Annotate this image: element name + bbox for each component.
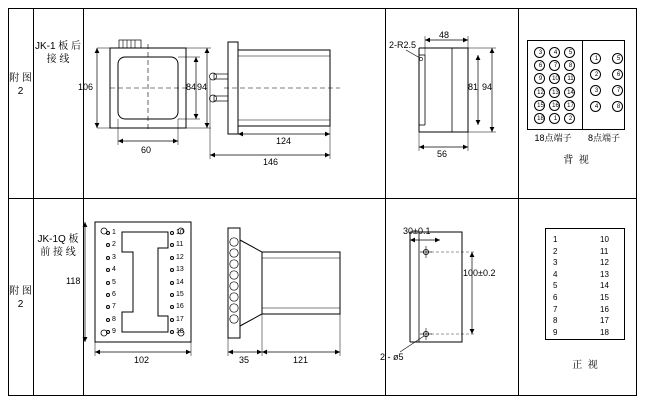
terminal-number: 5 [616,56,621,62]
row1-dim-94: 94 [197,82,208,92]
panel-terminal-number: 17 [600,316,609,326]
row1-dim-84: 84 [186,82,197,92]
terminal-number: 6 [616,72,621,78]
row2-dim-35: 35 [239,355,250,365]
terminal-number: 7 [112,303,116,311]
row1-dim-106: 106 [78,82,94,92]
terminal-dot[interactable] [106,281,110,285]
terminal-number: 2 [112,241,116,249]
terminal-number: 9 [112,328,116,336]
row2-dim-d5: 2 - ø5 [380,352,404,362]
panel-terminal-number: 15 [600,293,609,302]
row1-dim-56: 56 [437,149,448,159]
row1-dim-94b: 94 [482,82,493,92]
row2-side-label: 附 图 2 [9,286,32,310]
panel-terminal-number: 16 [600,304,609,314]
row1-title: JK-1 板 后 接 线 [34,41,82,65]
row1-dim-48: 48 [439,30,450,40]
row1-terminal-8-caption: 8点端子 [587,133,620,143]
terminal-number: 3 [112,253,116,261]
terminal-number: 13 [176,266,184,274]
panel-terminal-number: 2 [553,246,558,256]
panel-terminal-number: 4 [553,269,558,279]
terminal-number: 1 [553,116,558,122]
row1-terminal-18-caption: 18点端子 [534,133,572,143]
panel-terminal-number: 5 [553,281,558,291]
terminal-number: 12 [176,253,184,261]
terminal-number: 15 [176,291,184,298]
terminal-number: 6 [538,63,543,70]
row2-dim-100: 100±0.2 [463,268,496,278]
row2-dim-30: 30±0.1 [403,226,431,236]
terminal-number: 8 [112,315,116,323]
terminal-dot[interactable] [170,293,174,297]
terminal-dot[interactable] [170,231,174,235]
panel-terminal-number: 14 [600,281,609,291]
terminal-dot[interactable] [170,256,174,260]
terminal-number: 2 [594,72,599,78]
terminal-number: 18 [537,116,544,122]
row1-dim-81: 81 [468,82,479,92]
terminal-number: 14 [567,89,574,96]
terminal-dot[interactable] [170,281,174,285]
terminal-number: 10 [176,229,184,236]
panel-terminal-number: 3 [553,258,558,268]
terminal-number: 2 [568,116,573,122]
row2-dim-118: 118 [66,276,81,286]
terminal-number: 8 [568,63,573,70]
row2-view-caption: 正 视 [572,360,598,371]
row1-dim-146: 146 [263,157,279,167]
terminal-number: 4 [594,104,599,110]
panel-terminal-number: 1 [553,235,558,244]
panel-terminal-number: 13 [600,269,609,279]
panel-terminal-number: 12 [600,258,609,268]
terminal-number: 13 [552,89,559,96]
terminal-dot[interactable] [106,256,110,260]
row1-side-label: 附 图 2 [9,73,32,97]
row1-view-caption: 背 视 [563,155,589,166]
panel-terminal-number: 9 [553,327,558,337]
terminal-dot[interactable] [106,318,110,322]
terminal-number: 7 [553,63,558,70]
terminal-dot[interactable] [106,231,110,235]
terminal-number: 16 [176,303,184,311]
terminal-number: 18 [176,328,184,336]
terminal-number: 1 [594,56,599,62]
terminal-number: 4 [553,50,558,56]
panel-terminal-number: 18 [600,327,609,337]
terminal-number: 9 [538,76,543,83]
terminal-number: 12 [537,89,544,96]
terminal-number: 7 [616,88,621,94]
panel-terminal-number: 11 [600,246,609,256]
terminal-number: 17 [176,315,184,323]
terminal-number: 5 [112,278,116,286]
panel-terminal-number: 8 [553,316,558,326]
terminal-number: 4 [112,266,116,274]
terminal-number: 14 [176,278,184,286]
terminal-number: 10 [552,76,559,83]
terminal-dot[interactable] [106,293,110,297]
row2-dim-102: 102 [134,355,150,365]
terminal-number: 8 [616,104,621,110]
row1-dim-124: 124 [276,136,292,146]
terminal-number: 3 [538,50,543,56]
row2-dim-121: 121 [293,355,309,365]
terminal-number: 15 [537,102,544,109]
terminal-number: 16 [552,102,559,109]
row1-dim-r25: 2-R2.5 [389,40,417,50]
terminal-number: 11 [176,241,184,249]
terminal-number: 3 [594,88,599,94]
terminal-dot[interactable] [170,318,174,322]
row1-dim-60: 60 [141,145,152,155]
panel-terminal-number: 6 [553,293,558,302]
terminal-number: 1 [112,229,116,236]
row2-title: JK-1Q 板 前 接 线 [37,234,79,258]
terminal-number: 6 [112,291,116,298]
terminal-number: 5 [568,50,573,56]
terminal-number: 17 [567,102,574,109]
panel-terminal-number: 7 [553,304,558,314]
terminal-number: 11 [567,76,574,83]
panel-terminal-number: 10 [600,235,609,244]
